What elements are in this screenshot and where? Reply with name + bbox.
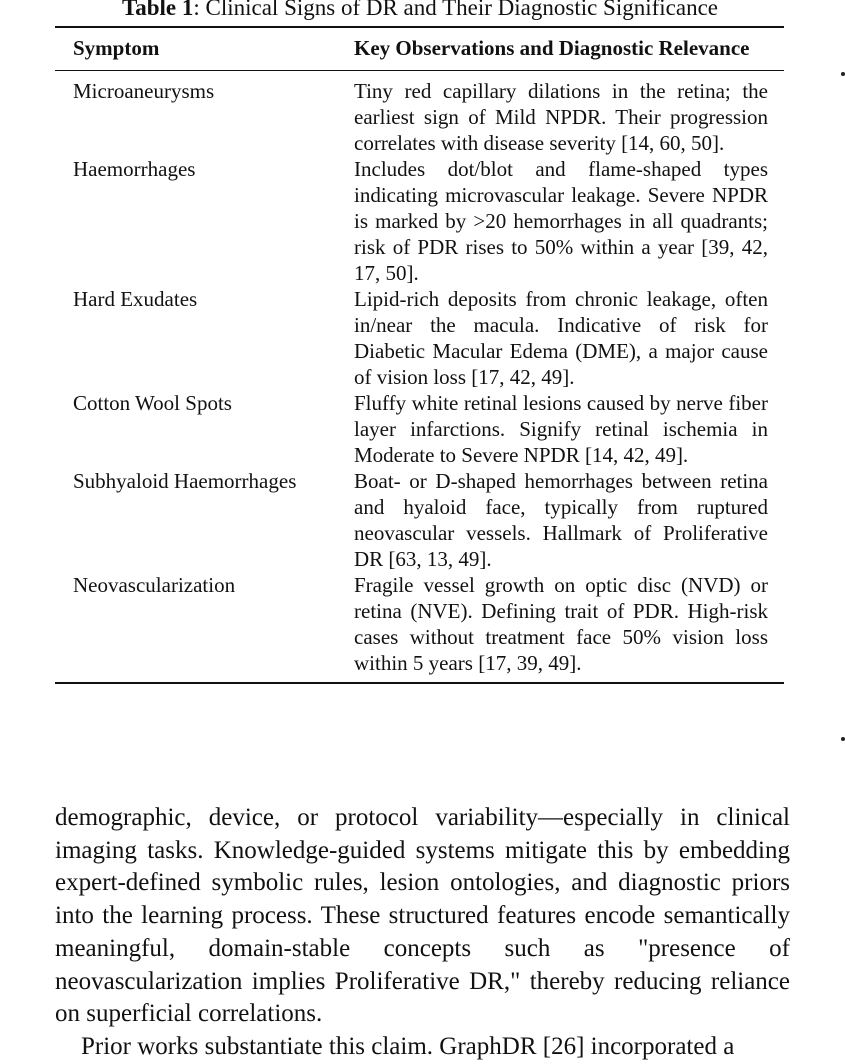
table-row [55, 572, 784, 682]
table-bottom-rule [55, 682, 784, 684]
row-relevance: Includes dot/blot and flame-shaped types indicating microvascular leakage. Severe NPDR is marked by >20 hemorrhages in all quadrants; risk of PDR rises to 50% within a year [39, 42, 17, 50]. [354, 157, 768, 285]
table-row [55, 390, 784, 468]
body-paragraph: demographic, device, or protocol variability—especially in clinical imaging tasks. Knowledge-guided systems mitigate this by embedding expert-defined symbolic rules, lesion ontologies, and diagnostic priors into the learning process. These structured features encode semantically meaningful, domain-stable concepts such as "presence of neovascularization implies Proliferative DR," thereby reducing reliance on superficial correlations. [55, 804, 790, 1028]
row-symptom: Microaneurysms [73, 79, 215, 103]
table-row [55, 71, 784, 156]
table-caption-text: : Clinical Signs of DR and Their Diagnostic Significance [193, 0, 719, 20]
table-header-row [55, 28, 784, 70]
row-relevance: Lipid-rich deposits from chronic leakage, often in/near the macula. Indicative of risk for Diabetic Macular Edema (DME), a major cause of vision loss [17, 42, 49]. [354, 287, 768, 389]
row-relevance: Fluffy white retinal lesions caused by nerve fiber layer infarctions. Signify retinal ischemia in Moderate to Severe NPDR [14, 42, 49]. [354, 391, 768, 467]
table-row [55, 286, 784, 390]
table-row [55, 468, 784, 572]
row-symptom: Haemorrhages [73, 157, 196, 181]
table-row [55, 156, 784, 286]
row-symptom: Neovascularization [73, 573, 236, 597]
row-relevance: Boat- or D-shaped hemorrhages between retina and hyaloid face, typically from ruptured neovascular vessels. Hallmark of Proliferative DR [63, 13, 49]. [354, 469, 768, 571]
row-relevance: Fragile vessel growth on optic disc (NVD) or retina (NVE). Defining trait of PDR. High-risk cases without treatment face 50% vision loss within 5 years [17, 39, 49]. [354, 573, 768, 675]
table-caption-label: Table 1 [121, 0, 194, 20]
clinical-signs-table [55, 26, 784, 684]
header-symptom: Symptom [73, 36, 160, 60]
body-text [55, 802, 790, 1064]
margin-mark [841, 737, 845, 741]
signs-table [55, 28, 784, 70]
row-symptom: Hard Exudates [73, 287, 198, 311]
header-relevance: Key Observations and Diagnostic Relevance [354, 36, 750, 60]
signs-table-body [55, 71, 784, 682]
body-paragraph: Prior works substantiate this claim. GraphDR [26] incorporated a [81, 1032, 735, 1060]
row-symptom: Cotton Wool Spots [73, 391, 232, 415]
row-relevance: Tiny red capillary dilations in the retina; the earliest sign of Mild NPDR. Their progression correlates with disease severity [14, 60, 50]. [354, 79, 768, 155]
table-caption [0, 0, 840, 22]
margin-mark [841, 72, 845, 76]
row-symptom: Subhyaloid Haemorrhages [73, 469, 297, 493]
